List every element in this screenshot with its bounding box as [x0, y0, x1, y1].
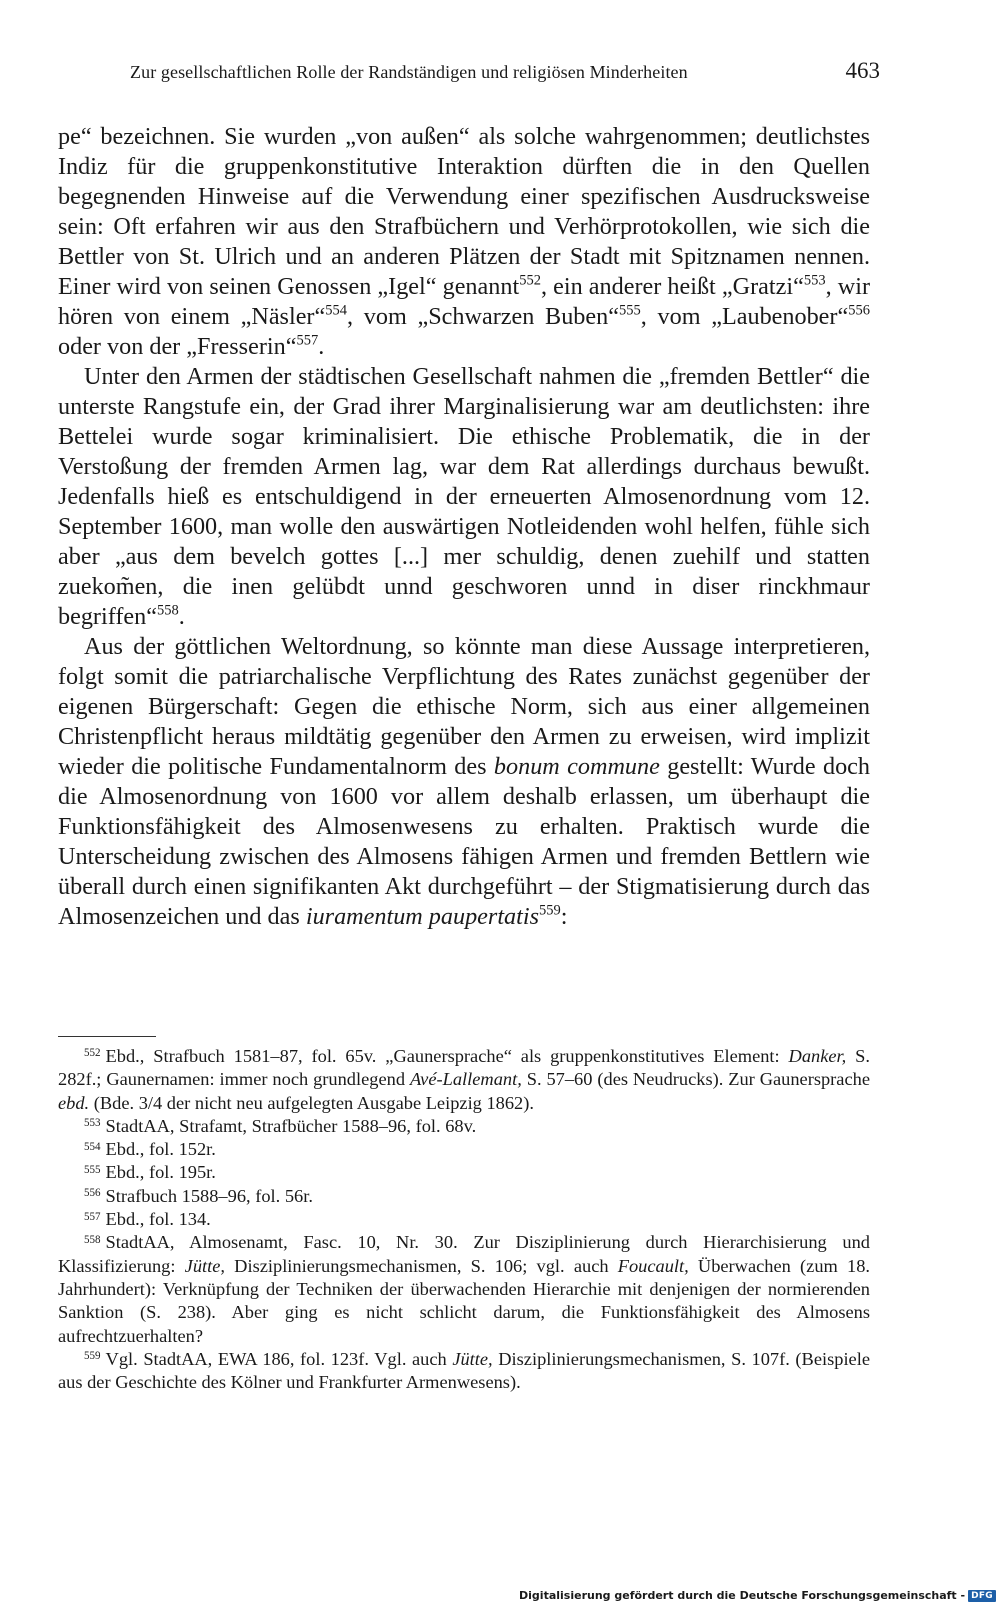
footnote-text: (Bde. 3/4 der nicht neu aufgelegten Ausgabe Leipzig 1862).	[89, 1092, 534, 1113]
footnote-author: Avé-Lallemant,	[409, 1069, 522, 1090]
text-segment: oder von der „Fresserin“	[58, 333, 297, 360]
footnote-text: Strafbuch 1588–96, fol. 56r.	[105, 1185, 313, 1206]
footnote-text: StadtAA, Almosenamt, Fasc. 10, Nr. 30. Zur Disziplinierung durch Hierarchisierung und Klassifizierung:	[58, 1232, 870, 1276]
footnote-555	[58, 1161, 870, 1184]
footnote-text: Disziplinierungsmechanismen, S. 107f. (Beispiele aus der Geschichte des Kölner und Frankfurter Armenwesens).	[58, 1348, 870, 1393]
text-segment: .	[178, 603, 185, 630]
text-segment: Unter den Armen der städtischen Gesellschaft nahmen die „fremden Bettler“ die unterste Rangstufe ein, der Grad ihrer Marginalisierung war am deutlichsten: ihre Bettelei wurde sogar kriminalisiert. Die ethische Problematik, die in der Verstoßung der fremden Armen lag, war dem Rat allerdings durchaus bewußt. Jedenfalls hieß es entschuldigend in der erneuerten Almosenordnung vom 12. September 1600, man wolle den auswärtigen Notleidenden wohl helfen, fühle sich aber „aus dem bevelch gottes [...] mer schuldig, denen zuehilf und statten zuekom̃en, die inen gelübdt unnd geschworen unnd in diser rinckhmaur begriffen“	[58, 363, 870, 630]
paragraph-1	[58, 122, 870, 362]
footnote-ref: 553	[803, 272, 826, 289]
footnote-author: ebd.	[58, 1092, 90, 1113]
footnote-author: Jütte,	[452, 1348, 493, 1369]
footnote-ref: 558	[156, 602, 179, 619]
footnote-number: 558	[84, 1233, 101, 1246]
footnote-author: Foucault,	[617, 1255, 689, 1276]
footnote-552	[58, 1045, 870, 1115]
footnote-number: 554	[84, 1140, 101, 1153]
footnote-text: S. 282f.; Gaunernamen: immer noch grundlegend	[58, 1046, 870, 1090]
footnote-ref: 557	[296, 332, 319, 349]
running-title: Zur gesellschaftlichen Rolle der Randständigen und religiösen Minderheiten	[130, 62, 688, 82]
footnote-ref: 554	[325, 302, 347, 319]
footnote-553	[58, 1115, 870, 1138]
footnote-number: 556	[84, 1187, 101, 1200]
text-segment: gestellt: Wurde doch die Almosenordnung von 1600 vor allem deshalb erlassen, um überhaupt die Funktionsfähigkeit des Almosenwesens zu erhalten. Praktisch wurde die Unterscheidung zwischen des Almosens fähigen Armen und fremden Bettlern wie überall durch einen signifikanten Akt durchgeführt – der Stigmatisierung durch das Almosenzeichen und das	[58, 753, 870, 930]
footnote-557	[58, 1208, 870, 1231]
footnote-ref: 556	[848, 302, 870, 319]
footnote-ref: 555	[618, 302, 641, 319]
footnote-559	[58, 1348, 870, 1395]
footnotes	[58, 1045, 870, 1394]
footnote-number: 559	[84, 1350, 101, 1363]
footnote-558	[58, 1231, 870, 1347]
text-segment: , vom „Schwarzen Buben“	[347, 303, 619, 330]
footnote-text: Ebd., fol. 195r.	[105, 1162, 216, 1183]
footnote-author: Jütte,	[184, 1255, 225, 1276]
footnote-text: Vgl. StadtAA, EWA 186, fol. 123f. Vgl. auch	[105, 1348, 453, 1369]
text-segment: :	[560, 903, 568, 930]
footnote-author: Danker,	[788, 1046, 847, 1066]
footnote-text: Disziplinierungsmechanismen, S. 106; vgl. auch	[225, 1255, 618, 1276]
footnote-number: 553	[84, 1117, 101, 1130]
footnote-ref: 552	[519, 272, 541, 289]
footnote-ref: 559	[539, 902, 561, 919]
footnote-text: Ebd., fol. 152r.	[105, 1139, 216, 1160]
credit-text: Digitalisierung gefördert durch die Deutsche Forschungsgemeinschaft -	[519, 1589, 966, 1602]
text-segment: , vom „Laubenober“	[640, 303, 849, 330]
italic-term: iuramentum paupertatis	[305, 903, 539, 930]
text-segment: pe“ bezeichnen. Sie wurden „von außen“ als solche wahrgenommen; deutlichstes Indiz für die gruppenkonstitutive Interaktion dürften die in den Quellen begegnenden Hinweise auf die Verwendung einer spezifischen Ausdrucksweise sein: Oft erfahren wir aus den Strafbüchern und Verhörprotokollen, wie sich die Bettler von St. Ulrich und an anderen Plätzen der Stadt mit Spitznamen nennen. Einer wird von seinen Genossen „Igel“ genannt	[58, 123, 870, 300]
footnote-text: StadtAA, Strafamt, Strafbücher 1588–96, fol. 68v.	[105, 1115, 477, 1136]
digitization-credit	[519, 1589, 996, 1602]
paragraph-3	[58, 632, 870, 932]
text-segment: .	[318, 333, 325, 360]
footnote-554	[58, 1138, 870, 1161]
running-header	[58, 58, 880, 84]
footnote-number: 555	[84, 1163, 101, 1176]
footnote-text: S. 57–60 (des Neudrucks). Zur Gaunersprache	[521, 1069, 870, 1090]
italic-term: bonum commune	[493, 753, 660, 780]
footnote-text: Überwachen (zum 18. Jahrhundert): Verknüpfung der Techniken der überwachenden Hierarchie mit denjenigen der normierenden Sanktion (S. 238). Aber ging es nicht schlicht darum, die Funktionsfähigkeit des Almosens aufrechtzuerhalten?	[58, 1255, 870, 1346]
page-number: 463	[845, 58, 880, 83]
footnote-text: Ebd., Strafbuch 1581–87, fol. 65v. „Gaunersprache“ als gruppenkonstitutives Element:	[105, 1046, 789, 1066]
footnote-text: Ebd., fol. 134.	[105, 1209, 211, 1230]
paragraph-2	[58, 362, 870, 632]
text-segment: , ein anderer heißt „Gratzi“	[540, 273, 804, 300]
footnote-number: 557	[84, 1210, 101, 1223]
text-segment: , wir hören von einem „Näsler“	[58, 273, 870, 330]
dfg-logo-icon: DFG	[968, 1590, 996, 1602]
footnote-556	[58, 1185, 870, 1208]
text-segment: Aus der göttlichen Weltordnung, so könnte man diese Aussage interpretieren, folgt somit die patriarchalische Verpflichtung des Rates zunächst gegenüber der eigenen Bürgerschaft: Gegen die ethische Norm, sich aus einer allgemeinen Christenpflicht heraus mildtätig gegenüber den Armen zu erweisen, wird implizit wieder die politische Fundamentalnorm des	[58, 633, 870, 780]
footnote-number: 552	[84, 1047, 101, 1060]
main-text	[58, 122, 870, 932]
footnote-separator	[58, 1036, 156, 1037]
